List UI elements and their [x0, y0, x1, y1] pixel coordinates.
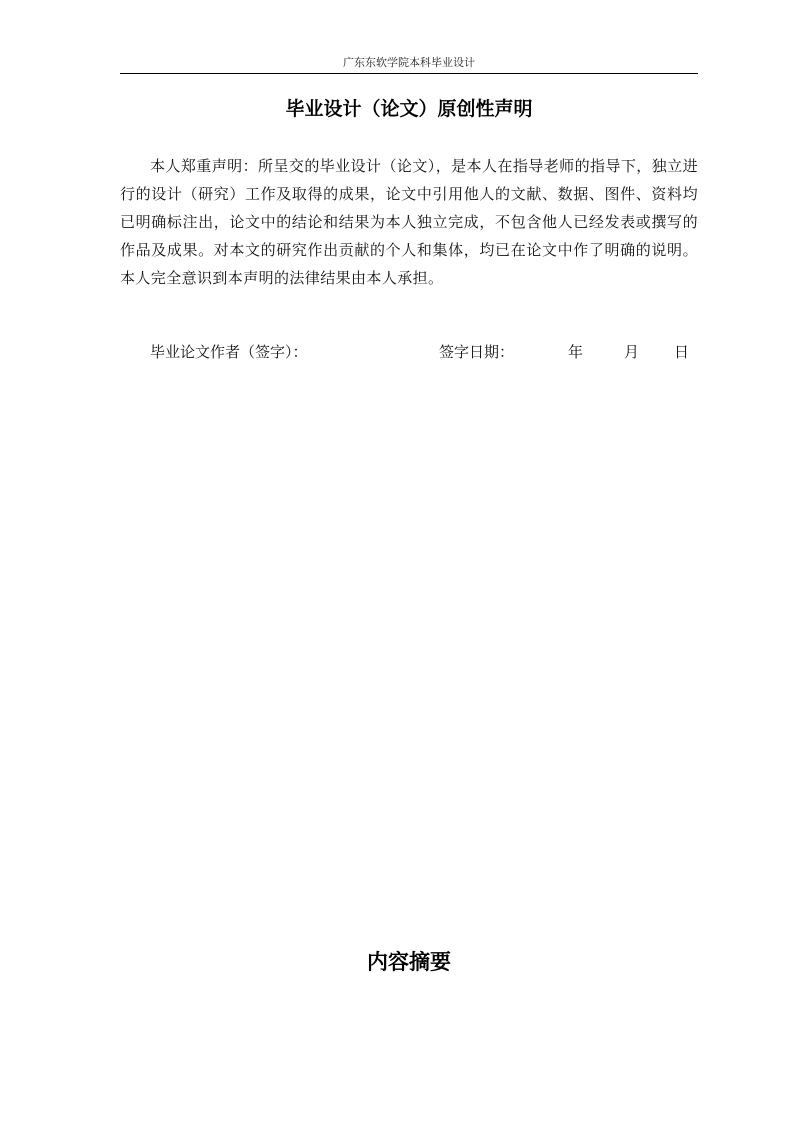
month-label: 月 [624, 343, 640, 361]
author-signature-label: 毕业论文作者（签字）： [150, 343, 308, 361]
year-label: 年 [568, 343, 584, 361]
declaration-body: 本人郑重声明：所呈交的毕业设计（论文），是本人在指导老师的指导下，独立进行的设计（研究）工作及取得的成果，论文中引用他人的文献、数据、图件、资料均已明确标注出，论文中的结论和结果为本人独立完成，不包含他人已经发表或撰写的作品及成果。对本文的研究作出贡献的个人和集体，均已在论文中作了明确的说明。本人完全意识到本声明的法律结果由本人承担。 [120, 157, 698, 287]
running-header: 广东东软学院本科毕业设计 [343, 56, 475, 69]
signature-date-label: 签字日期： [439, 343, 515, 361]
declaration-title: 毕业设计（论文）原创性声明 [285, 98, 533, 120]
signature-line [150, 340, 698, 364]
day-label: 日 [674, 343, 690, 361]
abstract-heading: 内容摘要 [367, 950, 451, 974]
header-rule [120, 73, 698, 74]
